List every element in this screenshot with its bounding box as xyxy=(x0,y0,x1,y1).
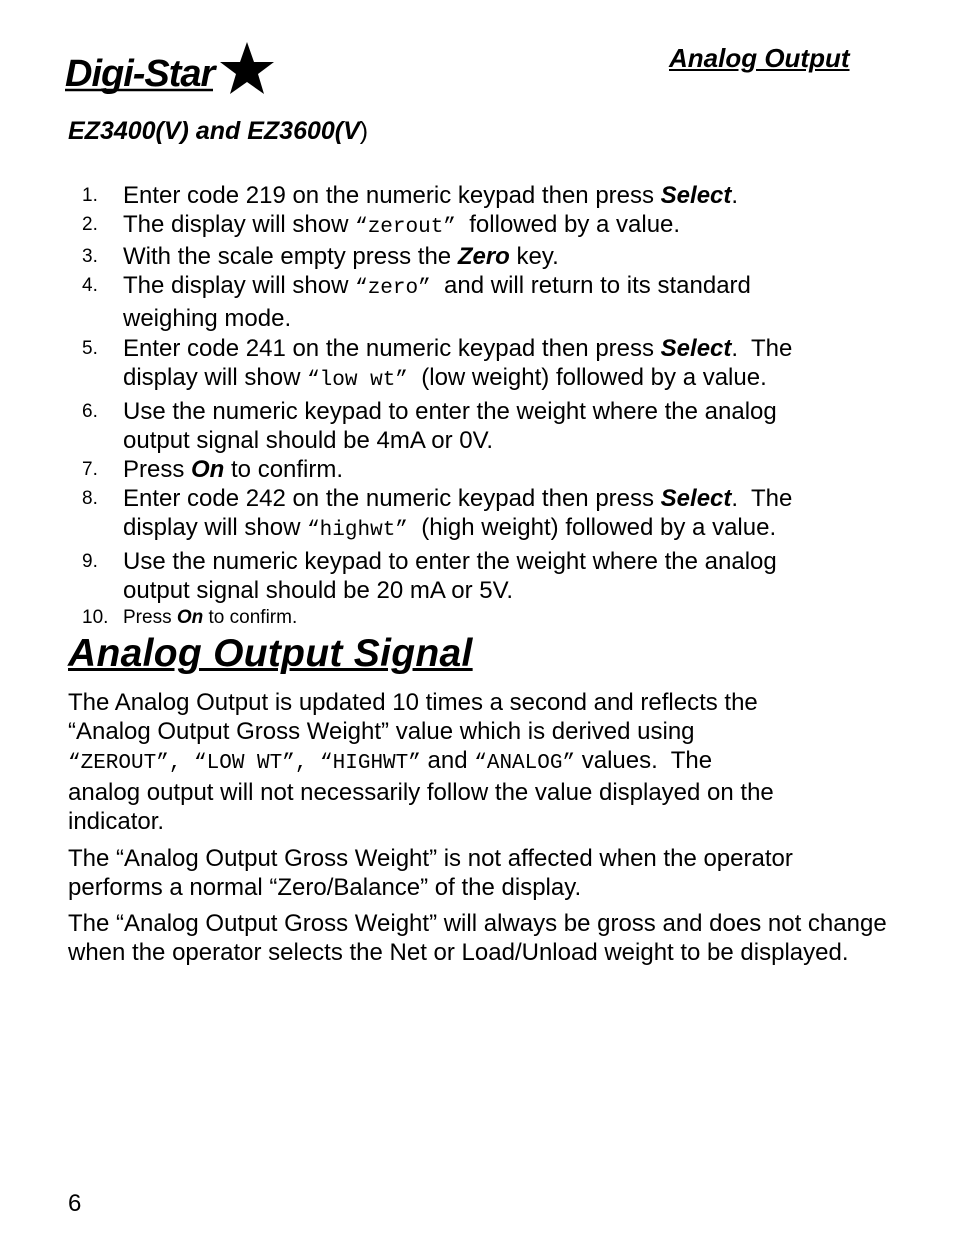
step-text: (low weight) followed by a value. xyxy=(407,364,767,391)
model-heading-main: EZ3400(V) and EZ3600(V xyxy=(68,117,360,145)
step-text: The display will show xyxy=(123,211,356,238)
list-item xyxy=(0,271,792,334)
paragraph-update-rate xyxy=(68,688,888,836)
list-item xyxy=(0,242,792,271)
list-item xyxy=(0,455,792,484)
display-code: “ANALOG” xyxy=(474,752,576,775)
step-text: . The xyxy=(731,335,793,362)
key-name: Select xyxy=(660,485,732,512)
paragraph-gross: The “Analog Output Gross Weight” will always be gross and does not change when the operator selects the Net or Load/Unload weight to be displayed. xyxy=(68,910,887,966)
step-text: Press xyxy=(123,607,177,628)
display-code: “low wt” xyxy=(307,369,408,392)
step-number: 5. xyxy=(82,338,98,359)
step-text: Use the numeric keypad to enter the weight where the analog xyxy=(123,548,777,575)
step-number: 2. xyxy=(82,214,98,235)
display-code: “zero” xyxy=(355,277,431,300)
step-text: Enter code 242 on the numeric keypad then press xyxy=(123,485,661,512)
step-number: 4. xyxy=(82,275,98,296)
step-text: . The xyxy=(731,485,793,512)
key-name: Select xyxy=(660,335,732,362)
paragraph-zero-balance: The “Analog Output Gross Weight” is not affected when the operator performs a normal “Zero/Balance” of the display. xyxy=(68,845,793,901)
step-text: The display will show xyxy=(123,272,356,299)
step-text: to confirm. xyxy=(203,607,298,628)
display-code: “ZEROUT”, “LOW WT”, “HIGHWT” xyxy=(68,752,421,775)
step-text: followed by a value. xyxy=(455,211,681,238)
list-item xyxy=(0,334,792,395)
step-text: key. xyxy=(509,243,559,270)
display-code: “zerout” xyxy=(355,216,456,239)
step-number: 3. xyxy=(82,246,98,267)
list-item xyxy=(0,210,792,242)
step-text: Use the numeric keypad to enter the weight where the analog xyxy=(123,398,777,425)
list-item xyxy=(0,484,792,545)
paragraph-line: analog output will not necessarily follow the value displayed on the xyxy=(68,779,774,806)
list-item xyxy=(0,181,792,210)
brand-logo-text: Digi-Star xyxy=(65,53,215,95)
step-number: 7. xyxy=(82,459,98,480)
step-number: 9. xyxy=(82,551,98,572)
key-name: Zero xyxy=(457,243,510,270)
brand-logo xyxy=(63,40,275,96)
step-text: display will show xyxy=(123,514,308,541)
list-item xyxy=(0,605,792,631)
step-number: 8. xyxy=(82,488,98,509)
step-text: (high weight) followed by a value. xyxy=(407,514,777,541)
step-text: Enter code 241 on the numeric keypad then press xyxy=(123,335,661,362)
step-text: Press xyxy=(123,456,192,483)
step-text: weighing mode. xyxy=(123,305,292,332)
key-name: On xyxy=(176,607,204,628)
step-number: 1. xyxy=(82,185,98,206)
step-text: Enter code 219 on the numeric keypad then press xyxy=(123,182,661,209)
step-number: 10. xyxy=(82,607,109,628)
paragraph-line: values. The xyxy=(575,747,713,774)
header-section-title: Analog Output xyxy=(669,43,850,73)
paragraph-line: and xyxy=(420,747,475,774)
star-icon xyxy=(220,42,274,94)
paragraph-line: indicator. xyxy=(68,808,165,835)
page-number: 6 xyxy=(68,1190,82,1217)
paragraph-line: “Analog Output Gross Weight” value which is derived using xyxy=(68,718,695,745)
step-text: output signal should be 4mA or 0V. xyxy=(123,427,494,454)
list-item xyxy=(0,547,792,605)
model-heading-tail: ) xyxy=(359,117,369,145)
step-text: output signal should be 20 mA or 5V. xyxy=(123,577,514,604)
key-name: On xyxy=(191,456,225,483)
step-text: . xyxy=(731,182,739,209)
step-text: and will return to its standard xyxy=(430,272,751,299)
step-text: With the scale empty press the xyxy=(123,243,458,270)
key-name: Select xyxy=(660,182,732,209)
steps-list xyxy=(0,181,792,631)
section-title: Analog Output Signal xyxy=(68,632,473,675)
paragraph-line: The Analog Output is updated 10 times a second and reflects the xyxy=(68,689,758,716)
model-heading xyxy=(68,117,368,146)
step-text: display will show xyxy=(123,364,308,391)
step-number: 6. xyxy=(82,401,98,422)
display-code: “highwt” xyxy=(307,519,408,542)
list-item xyxy=(0,397,792,455)
step-text: to confirm. xyxy=(224,456,344,483)
